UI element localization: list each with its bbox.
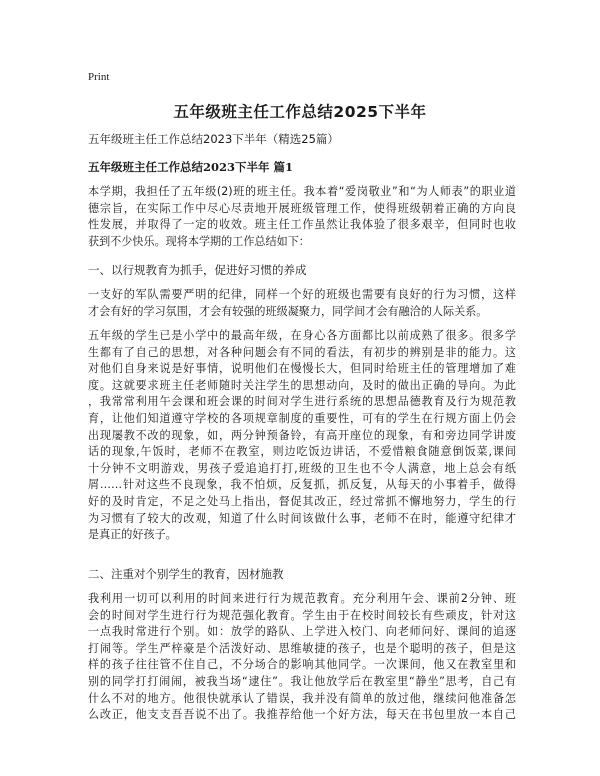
text-line: 本学期，我担任了五年级(2)班的班主任。我本着“爱岗敬业”和“为人师表”的职业道 bbox=[88, 185, 516, 198]
text-line: 会的时间对学生进行行为规范强化教育。学生由于在校时间较长有些顽皮，针对这 bbox=[88, 608, 516, 622]
text-line: 打闹等。学生严梓豪是个活泼好动、思维敏捷的孩子，也是个聪明的孩子，但是这 bbox=[88, 641, 516, 655]
text-line: 度。这就要求班主任老师随时关注学生的思想动向，及时的做出正确的导向。为此 bbox=[88, 378, 516, 392]
text-line: 对他们自身来说是好事情，说明他们在慢慢长大，但同时给班主任的管理增加了难 bbox=[88, 362, 516, 376]
text-line: 是真正的好孩子。 bbox=[88, 528, 177, 542]
text-line: 样的孩子往往管不住自己，不分场合的影响其他同学。一次课间，他又在教室里和 bbox=[88, 658, 516, 672]
text-line: 好的及时肯定，不足之处马上指出，督促其改正，经过常抓不懈地努力，学生的行 bbox=[88, 494, 516, 508]
section-heading-1: 一、以行规教育为抓手，促进好习惯的养成 bbox=[88, 263, 307, 277]
text-line: 话的现象,午饭时，老师不在教室，则边吃饭边讲话，不爱惜粮食随意倒饭菜,课间 bbox=[88, 445, 516, 459]
text-line: 性发展，并取得了一定的收效。班主任工作虽然让我体验了很多艰辛，但同时也收 bbox=[88, 218, 516, 232]
section-title: 五年级班主任工作总结2023下半年 篇1 bbox=[88, 160, 294, 174]
document-subtitle: 五年级班主任工作总结2023下半年（精选25篇） bbox=[88, 132, 339, 146]
text-line: 才会有好的学习氛围，才会有较强的班级凝聚力，同学间才会有融洽的人际关系。 bbox=[88, 304, 488, 318]
text-line: 五年级的学生已是小学中的最高年级，在身心各方面都比以前成熟了很多。很多学 bbox=[88, 329, 516, 342]
text-line: 生都有了自己的思想，对各种问题会有不同的看法，有初步的辨别是非的能力。这 bbox=[88, 345, 516, 359]
text-line: 德宗旨，在实际工作中尽心尽责地开展班级管理工作，使得班级朝着正确的方向良 bbox=[88, 201, 516, 215]
print-label[interactable]: Print bbox=[88, 71, 110, 83]
text-line: 什么不对的地方。他很快就承认了错误，我并没有简单的放过他，继续问他准备怎 bbox=[88, 691, 516, 705]
text-line: 么改正，他支支吾吾说不出了。我推荐给他一个好方法，每天在书包里放一本自己 bbox=[88, 708, 516, 722]
text-line: 一点我时常进行个别。如：放学的路队、上学进入校门、向老师问好、课间的追逐 bbox=[88, 625, 516, 639]
text-line: 获到不少快乐。现将本学期的工作总结如下： bbox=[88, 234, 310, 248]
page-title: 五年级班主任工作总结2025下半年 bbox=[173, 103, 427, 121]
paragraph-individual bbox=[88, 591, 516, 724]
paragraph-intro bbox=[88, 184, 516, 250]
text-line: 出现屡教不改的现象，如，两分钟预备铃，有高开座位的现象，有和旁边同学讲废 bbox=[88, 428, 516, 442]
section-heading-2: 二、注重对个别学生的教育，因材施教 bbox=[88, 567, 284, 581]
text-line: 十分钟不文明游戏，男孩子爱追追打打,班级的卫生也不令人满意，地上总会有纸 bbox=[88, 461, 516, 475]
paragraph-grade-five bbox=[88, 328, 516, 544]
text-line: 育，让他们知道遵守学校的各项规章制度的重要性，可有的学生在行规方面上仍会 bbox=[88, 411, 516, 425]
paragraph-discipline bbox=[88, 287, 516, 320]
text-line: 为习惯有了较大的改观，知道了什么时间该做什么事，老师不在时，能遵守纪律才 bbox=[88, 511, 516, 525]
text-line: 一支好的军队需要严明的纪律，同样一个好的班级也需要有良好的行为习惯，这样 bbox=[88, 288, 516, 301]
text-line: 别的同学打打闹闹，被我当场“逮住”。我让他放学后在教室里“静坐”思考，自己有 bbox=[88, 674, 516, 688]
text-line: 我利用一切可以利用的时间来进行行为规范教育。充分利用午会、课前2分钟、班 bbox=[88, 592, 516, 605]
text-line: ，我常常利用午会课和班会课的时间对学生进行系统的思想品德教育及行为规范教 bbox=[88, 395, 516, 409]
text-line: 屑……针对这些不良现象，我不怕烦，反复抓，抓反复，从每天的小事着手，做得 bbox=[88, 478, 516, 492]
